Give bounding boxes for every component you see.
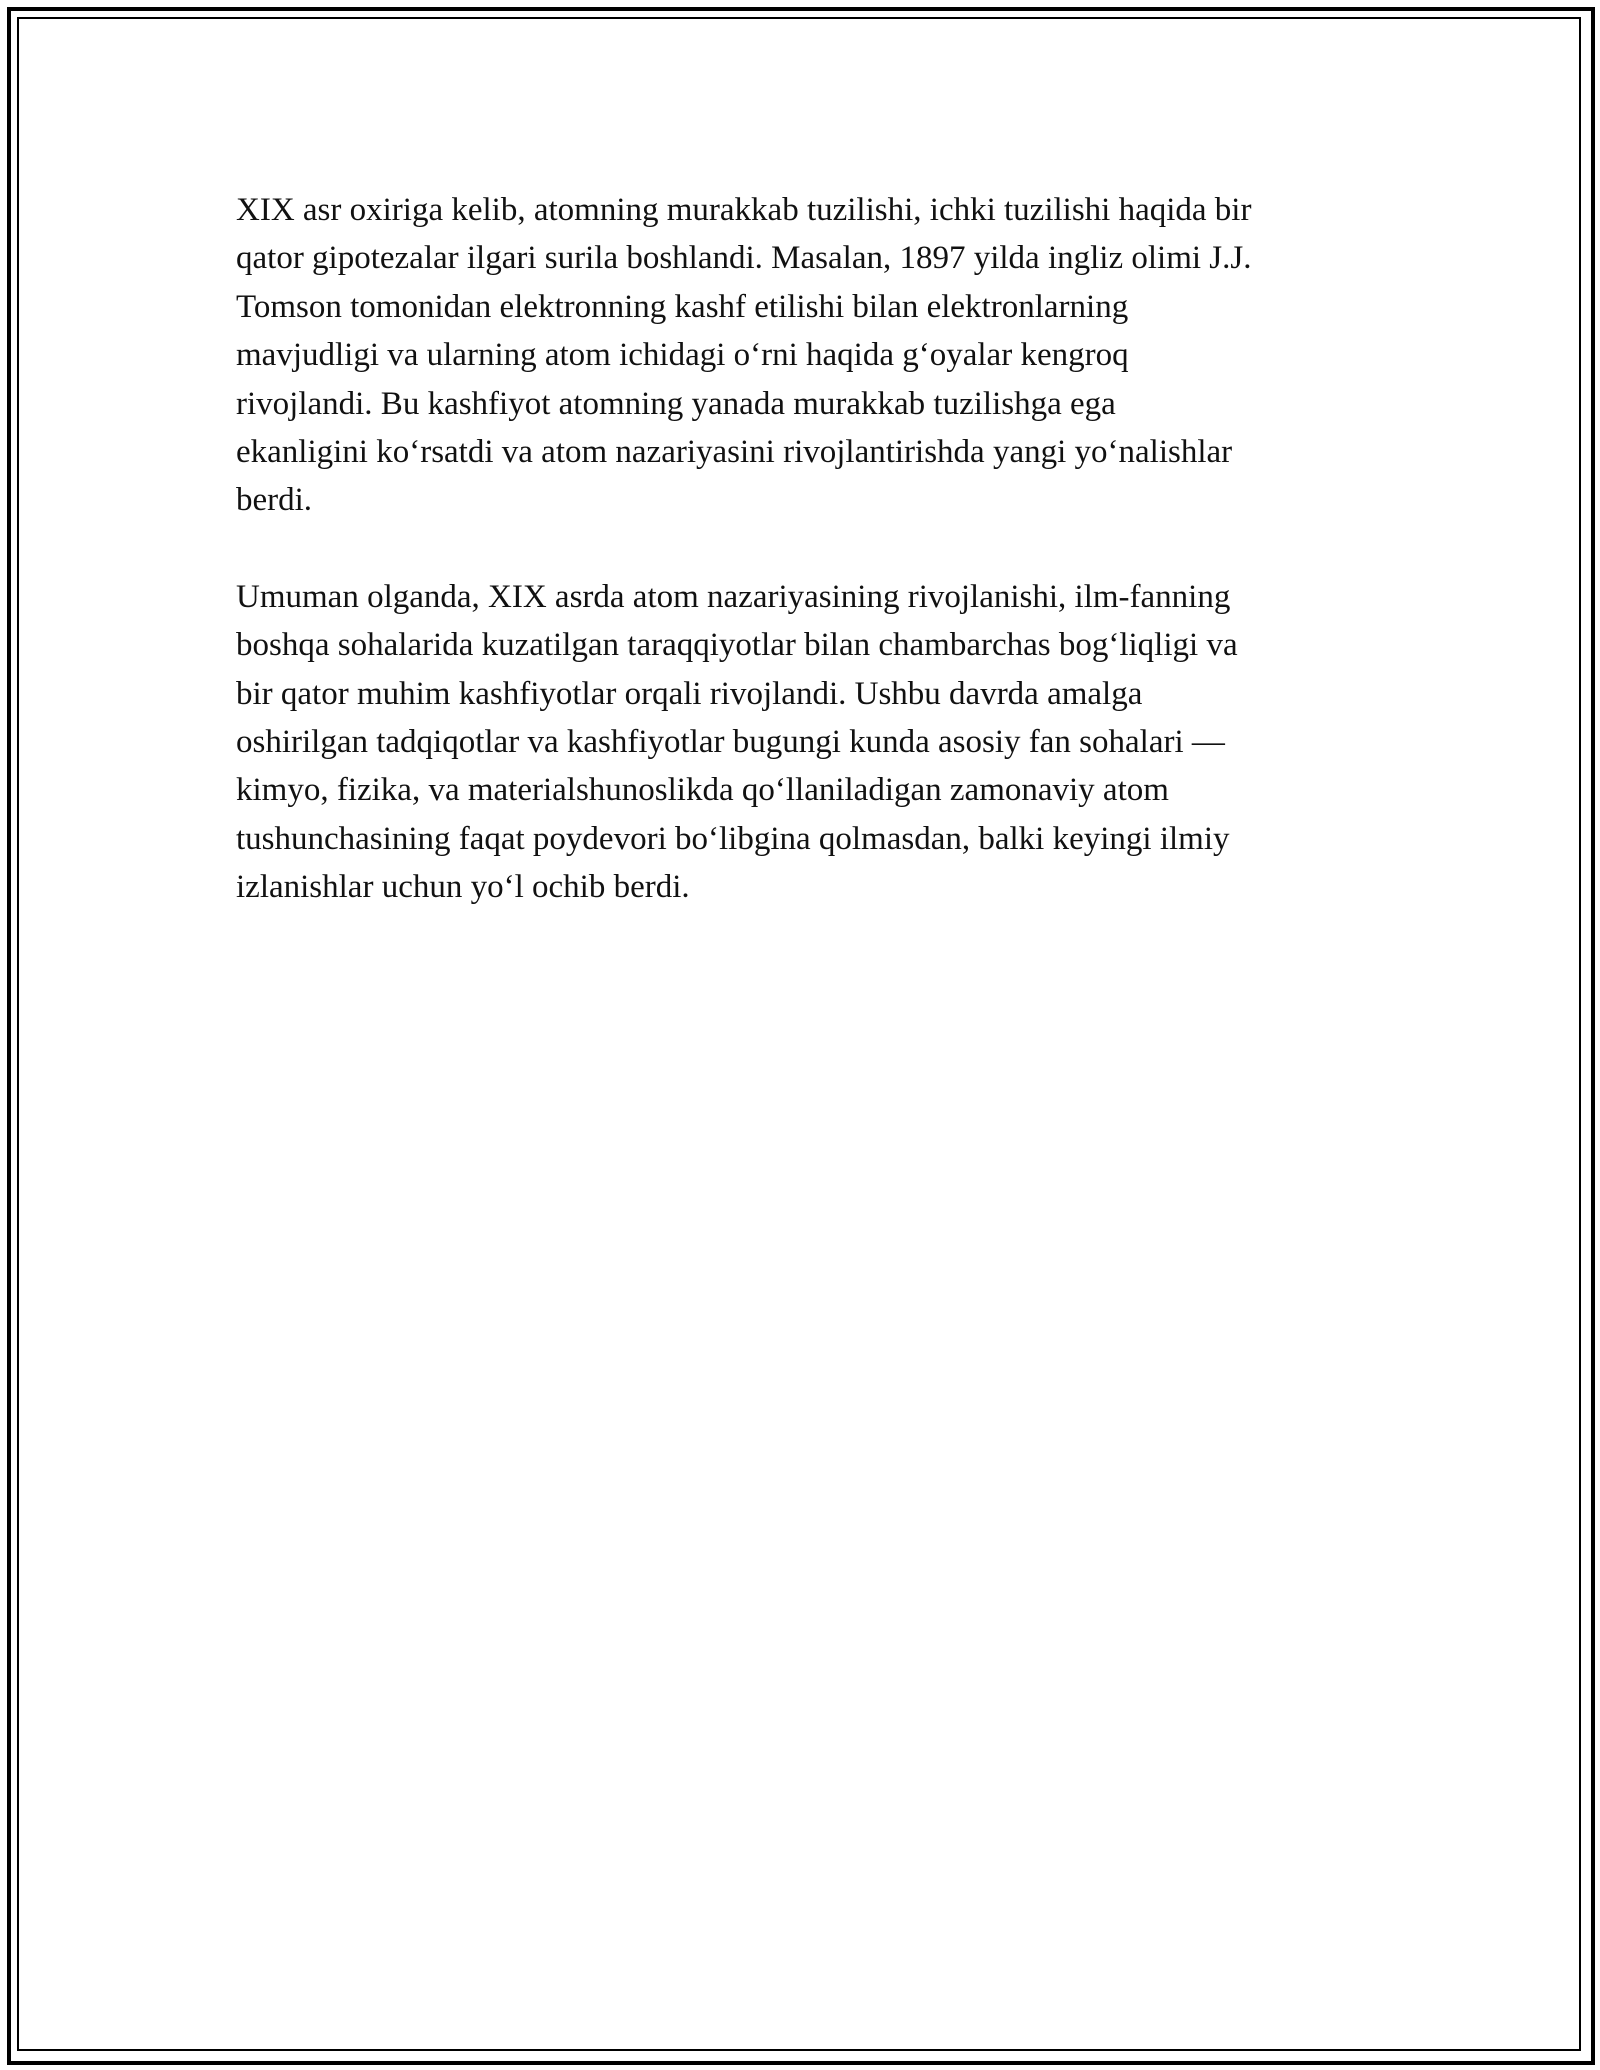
document-body bbox=[236, 186, 1376, 960]
paragraph-2: Umuman olganda, XIX asrda atom nazariyasining rivojlanishi, ilm-fanning boshqa sohalarida kuzatilgan taraqqiyotlar bilan chambarchas bog‘liqligi va bir qator muhim kashfiyotlar orqali rivojlandi. Ushbu davrda amalga oshirilgan tadqiqotlar va kashfiyotlar bugungi kunda asosiy fan sohalari — kimyo, fizika, va materialshunoslikda qo‘llaniladigan zamonaviy atom tushunchasining faqat poydevori bo‘libgina qolmasdan, balki keyingi ilmiy izlanishlar uchun yo‘l ochib berdi. bbox=[236, 578, 1238, 906]
paragraph-1: XIX asr oxiriga kelib, atomning murakkab tuzilishi, ichki tuzilishi haqida bir qator gipotezalar ilgari surila boshlandi. Masalan, 1897 yilda ingliz olimi J.J. Tomson tomonidan elektronning kashf etilishi bilan elektronlarning mavjudligi va ularning atom ichidagi o‘rni haqida g‘oyalar kengroq rivojlandi. Bu kashfiyot atomning yanada murakkab tuzilishga ega ekanligini ko‘rsatdi va atom nazariyasini rivojlantirishda yangi yo‘nalishlar berdi. bbox=[236, 192, 1252, 519]
